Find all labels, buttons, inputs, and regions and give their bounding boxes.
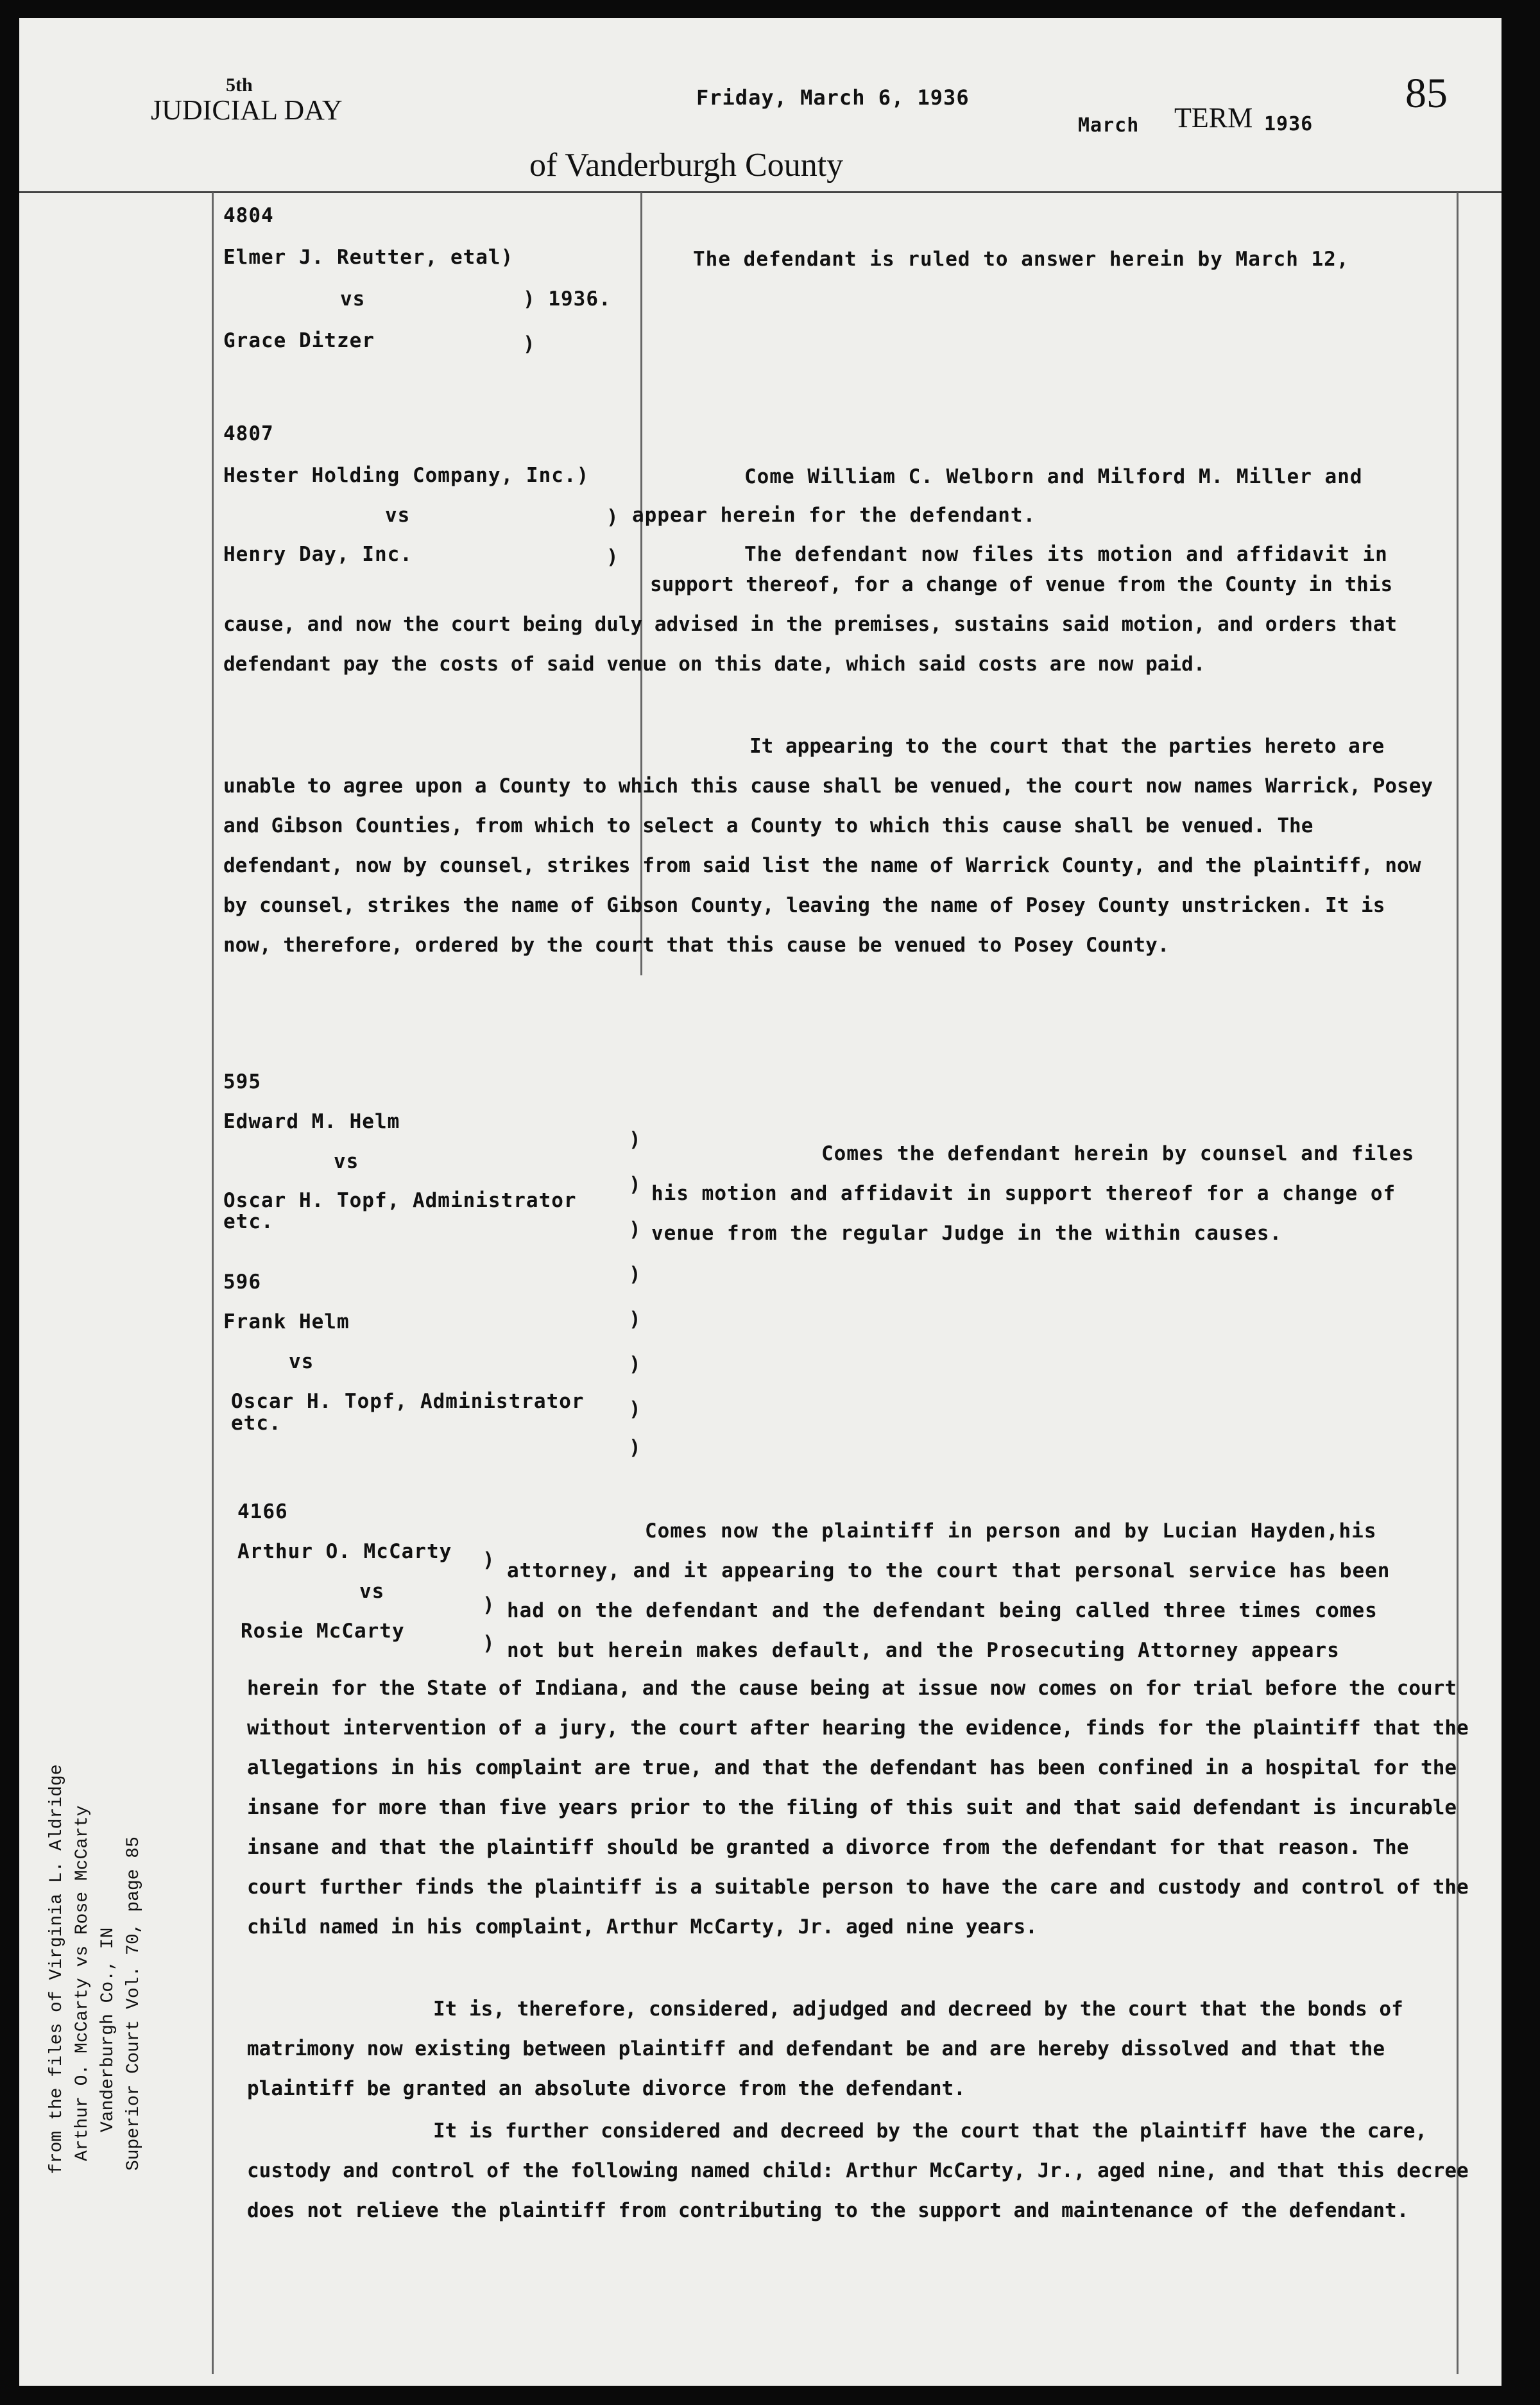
versus-label: vs xyxy=(340,287,366,311)
header-rule xyxy=(19,191,1502,193)
year-paren: ) 1936. xyxy=(523,287,612,311)
entry-line: Comes now the plaintiff in person and by Lucian Hayden,his xyxy=(645,1519,1377,1543)
caption-paren: ) xyxy=(629,1436,642,1459)
entry-line: The defendant now files its motion and affidavit in xyxy=(744,543,1388,566)
versus-label: vs xyxy=(334,1150,359,1173)
term-year: 1936 xyxy=(1264,113,1313,135)
entry-text: The defendant is ruled to answer herein by March 12, xyxy=(693,248,1349,271)
caption-paren: ) xyxy=(606,506,619,529)
term-month: March xyxy=(1078,114,1140,137)
caption-paren: ) xyxy=(629,1263,642,1286)
caption-paren: ) xyxy=(629,1218,642,1241)
plaintiff-name: Elmer J. Reutter, etal) xyxy=(223,246,514,269)
entry-paragraph: It is further considered and decreed by the court that the plaintiff have the care, custody and control of the following named child: Arthur McCarty, Jr., aged nine, and that this decree does not relieve the plaintiff from contributing to the support and maintenance of the defendant. xyxy=(247,2119,1469,2222)
entry-paragraph: It appearing to the court that the parties hereto are unable to agree upon a County to which this cause shall be venued, the court now names Warrick, Posey and Gibson Counties, from which to select a County to which this cause shall be venued. The defendant, now by counsel, strikes from said list the name of Warrick County, and the plaintiff, now by counsel, strikes the name of Gibson County, leaving the name of Posey County unstricken. It is now, therefore, ordered by the court that this cause be venued to Posey County. xyxy=(223,735,1433,957)
case-number: 4166 xyxy=(237,1500,288,1523)
plaintiff-name: Hester Holding Company, Inc.) xyxy=(223,464,590,487)
caption-paren: ) xyxy=(629,1308,642,1331)
entry-line: Come William C. Welborn and Milford M. Miller and xyxy=(744,465,1363,488)
entry-paragraph: herein for the State of Indiana, and the cause being at issue now comes on for trial before the court without intervention of a jury, the court after hearing the evidence, finds for the plaintiff that the allegations in his complaint are true, and that the defendant has been confined in a hospital for the insane for more than five years prior to the filing of this suit and that said defendant is incurable insane and that the plaintiff should be granted a divorce from the defendant for that reason. The court further finds the plaintiff is a suitable person to have the care and custody and control of the child named in his complaint, Arthur McCarty, Jr. aged nine years. xyxy=(247,1677,1469,1939)
case-number: 4804 xyxy=(223,204,274,227)
archive-source-note xyxy=(6,1764,340,2180)
page-header xyxy=(19,18,1502,198)
entry-line: Comes the defendant herein by counsel and files xyxy=(821,1142,1415,1165)
defendant-name: Oscar H. Topf, Administrator xyxy=(223,1189,577,1212)
caption-paren: ) xyxy=(629,1398,642,1421)
caption-paren: ) xyxy=(629,1173,642,1196)
defendant-name: Grace Ditzer xyxy=(223,329,375,352)
plaintiff-name: Edward M. Helm xyxy=(223,1110,400,1133)
etc-label: etc. xyxy=(231,1412,282,1435)
defendant-name: Oscar H. Topf, Administrator xyxy=(231,1390,585,1413)
entry-paragraph: support thereof, for a change of venue from the County in this cause, and now the court being duly advised in the premises, sustains said motion, and orders that defendant pay the costs of said venue on this date, which said costs are now paid. xyxy=(223,573,1398,676)
versus-label: vs xyxy=(289,1350,314,1373)
entry-line: had on the defendant and the defendant being called three times comes xyxy=(507,1599,1378,1622)
case-number: 4807 xyxy=(223,422,274,445)
note-line: Vanderburgh Co., IN xyxy=(98,1927,118,2132)
county-heading: of Vanderburgh County xyxy=(529,147,844,184)
caption-paren: ) xyxy=(629,1353,642,1376)
defendant-name: Rosie McCarty xyxy=(241,1620,405,1643)
caption-paren: ) xyxy=(483,1593,495,1616)
caption-paren: ) xyxy=(483,1548,495,1571)
page-number: 85 xyxy=(1405,70,1448,117)
entry-line: not but herein makes default, and the Prosecuting Attorney appears xyxy=(507,1639,1340,1662)
note-line: Arthur O. McCarty vs Rose McCarty xyxy=(73,1805,92,2161)
note-line: Superior Court Vol. 70, page 85 xyxy=(124,1836,144,2171)
note-line: from the files of Virginia L. Aldridge xyxy=(47,1764,67,2174)
entry-line: venue from the regular Judge in the within causes. xyxy=(651,1222,1283,1245)
caption-paren: ) xyxy=(629,1128,642,1151)
caption-paren: ) xyxy=(523,332,536,355)
entry-paragraph: It is, therefore, considered, adjudged and decreed by the court that the bonds of matrimony now existing between plaintiff and defendant be and are hereby dissolved and that the plaintiff be granted an absolute divorce from the defendant. xyxy=(247,1998,1403,2100)
defendant-name: Henry Day, Inc. xyxy=(223,543,413,566)
plaintiff-name: Arthur O. McCarty xyxy=(237,1540,452,1563)
case-number: 595 xyxy=(223,1070,261,1093)
ledger-page xyxy=(19,18,1502,2386)
caption-paren: ) xyxy=(606,545,619,569)
versus-label: vs xyxy=(359,1580,385,1603)
case-number: 596 xyxy=(223,1271,261,1294)
entry-line: his motion and affidavit in support thereof for a change of xyxy=(651,1182,1396,1205)
session-date: Friday, March 6, 1936 xyxy=(696,85,970,110)
entry-line: attorney, and it appearing to the court that personal service has been xyxy=(507,1559,1390,1582)
term-label: TERM xyxy=(1174,102,1253,133)
etc-label: etc. xyxy=(223,1210,274,1233)
entry-line: appear herein for the defendant. xyxy=(632,504,1036,527)
day-number: 5th xyxy=(226,74,253,96)
versus-label: vs xyxy=(385,504,411,527)
caption-paren: ) xyxy=(483,1632,495,1655)
plaintiff-name: Frank Helm xyxy=(223,1310,350,1333)
judicial-day-label: JUDICIAL DAY xyxy=(151,94,343,126)
